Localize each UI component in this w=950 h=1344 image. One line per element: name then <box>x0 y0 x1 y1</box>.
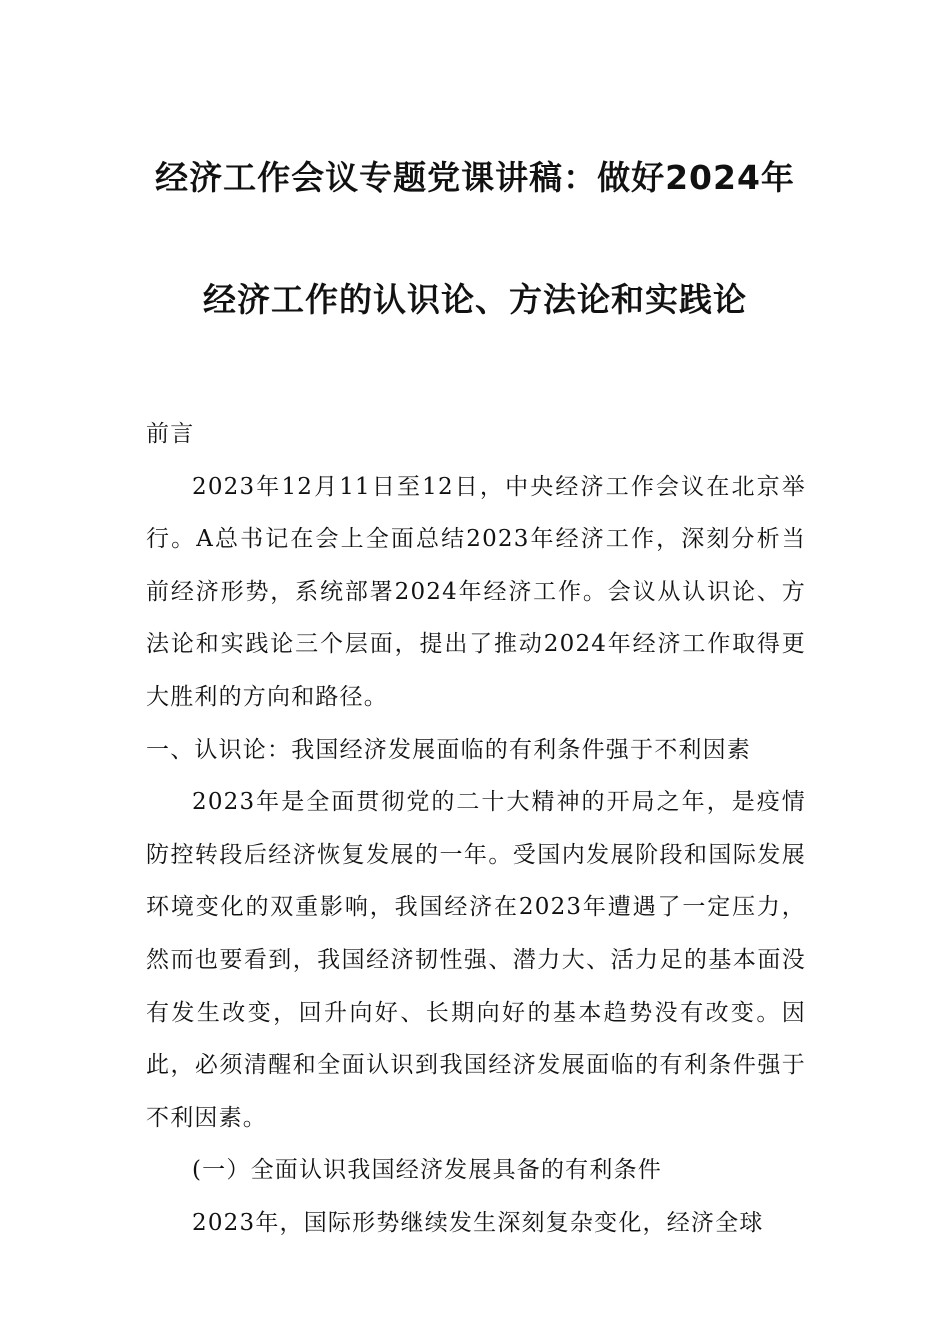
document-title-line-1: 经济工作会议专题党课讲稿：做好2024年 <box>155 158 795 197</box>
subsection-heading-1: (一）全面认识我国经济发展具备的有利条件 <box>192 1157 662 1184</box>
paragraph-subsection-1: 2023年，国际形势继续发生深刻复杂变化，经济全球 <box>192 1209 764 1236</box>
preface-heading: 前言 <box>146 421 195 447</box>
section-heading-1: 一、认识论：我国经济发展面临的有利条件强于不利因素 <box>146 736 751 763</box>
document-body <box>146 408 806 1250</box>
paragraph-section-1: 2023年是全面贯彻党的二十大精神的开局之年，是疫情防控转段后经济恢复发展的一年。受国内发展阶段和国际发展环境变化的双重影响，我国经济在2023年遭遇了一定压力，然而也要看到，我国经济韧性强、潜力大、活力足的基本面没有发生改变，回升向好、长期向好的基本趋势没有改变。因此，必须清醒和全面认识到我国经济发展面临的有利条件强于不利因素。 <box>146 789 806 1131</box>
paragraph-intro: 2023年12月11日至12日，中央经济工作会议在北京举行。A总书记在会上全面总结2023年经济工作，深刻分析当前经济形势，系统部署2024年经济工作。会议从认识论、方法论和实践论三个层面，提出了推动2024年经济工作取得更大胜利的方向和路径。 <box>146 473 806 710</box>
document-title-line-2: 经济工作的认识论、方法论和实践论 <box>203 280 747 319</box>
